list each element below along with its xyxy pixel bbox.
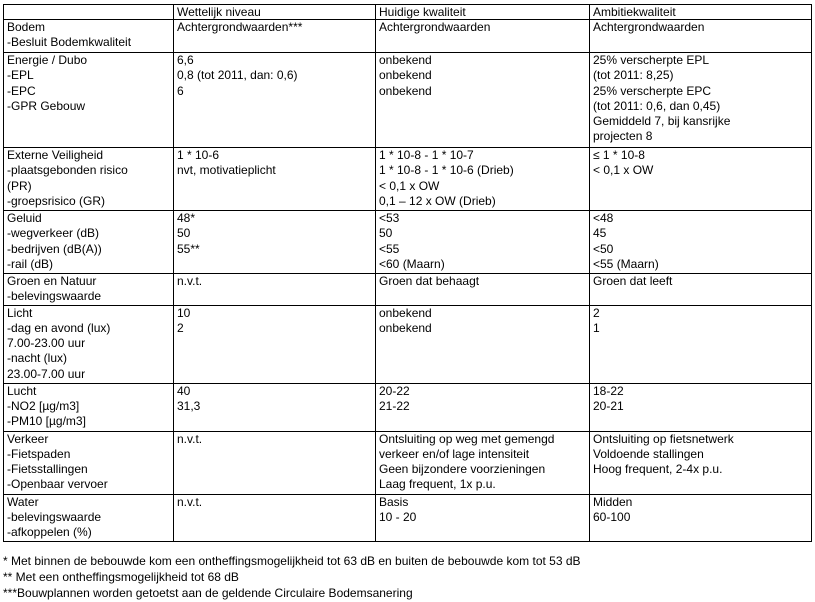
cell-line: -Openbaar vervoer [7,477,108,492]
cell-line: -EPL [7,68,34,83]
cell-line: Externe Veiligheid [7,148,104,162]
cell-line: -groepsrisico (GR) [7,193,106,208]
cell-line: -bedrijven (dB(A)) [7,241,102,256]
externe-veiligheid-wettelijk-cell [174,148,376,211]
cell-line: -EPC [7,83,36,98]
cell-line: 1 [593,320,600,335]
cell-line: onbekend [379,305,432,320]
cell-line: n.v.t. [177,431,203,446]
lucht-ambitie-cell [590,383,812,431]
groen-topic-cell [4,274,174,306]
bodem-ambitie-cell [590,20,812,53]
cell-line: 25% verscherpte EPL [593,53,710,67]
licht-wettelijk-cell [174,305,376,383]
cell-line: -Fietsstallingen [7,462,88,477]
header-row [4,5,812,20]
cell-line: 45 [593,226,607,241]
cell-line: -Besluit Bodemkwaliteit [7,35,132,50]
water-huidig-cell [376,494,590,541]
cell-line: 0,1 – 12 x OW (Drieb) [379,193,496,208]
cell-line: -afkoppelen (%) [7,525,92,540]
cell-line: 50 [177,226,191,241]
cell-line: -plaatsgebonden risico [7,163,128,178]
cell-line: 10 - 20 [379,509,417,524]
cell-line: 1 * 10-8 - 1 * 10-7 [379,148,474,162]
table-row-verkeer [4,431,812,494]
cell-line: <60 (Maarn) [379,256,445,271]
energie-ambitie-cell [590,53,812,148]
header-huidige-kwaliteit: Huidige kwaliteit [376,5,590,20]
energie-topic-cell [4,53,174,148]
cell-line: Ontsluiting op fietsnetwerk [593,431,734,446]
cell-line: 21-22 [379,398,410,413]
cell-line: 7.00-23.00 uur [7,336,86,351]
cell-line: Geluid [7,211,42,225]
cell-line: (tot 2011: 8,25) [593,68,674,83]
cell-line: Groen dat behaagt [379,274,480,288]
cell-line: 6,6 [177,53,194,67]
table-row-externe-veiligheid [4,148,812,211]
verkeer-topic-cell [4,431,174,494]
energie-huidig-cell [376,53,590,148]
table-row-lucht [4,383,812,431]
groen-ambitie-cell [590,274,812,306]
cell-line: -NO2 [µg/m3] [7,398,80,413]
energie-wettelijk-cell [174,53,376,148]
cell-line: <55 [379,241,400,256]
licht-topic-cell [4,305,174,383]
cell-line: 18-22 [593,383,624,398]
table-row-water [4,494,812,541]
cell-line: <55 (Maarn) [593,256,659,271]
cell-line: onbekend [379,53,432,67]
cell-line: 40 [177,383,191,398]
cell-line: Lucht [7,383,37,398]
header-topic [4,5,174,20]
cell-line: Achtergrondwaarden*** [177,20,303,34]
cell-line: Energie / Dubo [7,53,88,67]
geluid-topic-cell [4,211,174,274]
cell-line: 6 [177,83,184,98]
footnote-1: * Met binnen de bebouwde kom een ontheffingsmogelijkheid tot 63 dB en buiten de bebouwde kom tot 53 dB [3,554,581,568]
table-row-geluid [4,211,812,274]
cell-line: Hoog frequent, 2-4x p.u. [593,462,723,477]
verkeer-wettelijk-cell [174,431,376,494]
cell-line: <48 [593,211,614,225]
cell-line: Midden [593,494,633,509]
verkeer-ambitie-cell [590,431,812,494]
table-row-groen [4,274,812,306]
water-ambitie-cell [590,494,812,541]
table-row-bodem [4,20,812,53]
header-ambitiekwaliteit: Ambitiekwaliteit [590,5,812,20]
lucht-topic-cell [4,383,174,431]
externe-veiligheid-topic-cell [4,148,174,211]
cell-line: Achtergrondwaarden [379,20,491,34]
verkeer-huidig-cell [376,431,590,494]
cell-line: n.v.t. [177,494,203,509]
cell-line: Achtergrondwaarden [593,20,705,34]
cell-line: 50 [379,226,393,241]
cell-line: Basis [379,494,409,509]
lucht-huidig-cell [376,383,590,431]
cell-line: -belevingswaarde [7,289,102,304]
cell-line: Voldoende stallingen [593,446,704,461]
cell-line: 31,3 [177,398,201,413]
cell-line: (tot 2011: 0,6, dan 0,45) [593,98,721,113]
cell-line: <53 [379,211,400,225]
cell-line: Bodem [7,20,46,34]
cell-line: 1 * 10-6 [177,148,220,162]
cell-line: -Fietspaden [7,446,71,461]
externe-veiligheid-huidig-cell [376,148,590,211]
cell-line: -nacht (lux) [7,351,68,366]
cell-line: 20-21 [593,398,624,413]
table-body [4,20,812,542]
cell-line: onbekend [379,83,432,98]
externe-veiligheid-ambitie-cell [590,148,812,211]
cell-line: -PM10 [µg/m3] [7,414,86,429]
cell-line: nvt, motivatieplicht [177,163,276,178]
cell-line: 55** [177,241,200,256]
footnotes [3,553,581,601]
bodem-wettelijk-cell [174,20,376,53]
bodem-huidig-cell [376,20,590,53]
cell-line: 60-100 [593,509,631,524]
cell-line: 2 [177,320,184,335]
geluid-wettelijk-cell [174,211,376,274]
cell-line: verkeer en/of lage intensiteit [379,446,530,461]
cell-line: <50 [593,241,614,256]
cell-line: -rail (dB) [7,256,54,271]
cell-line: 20-22 [379,383,410,398]
cell-line: Laag frequent, 1x p.u. [379,477,496,492]
licht-ambitie-cell [590,305,812,383]
lucht-wettelijk-cell [174,383,376,431]
water-topic-cell [4,494,174,541]
table-row-energie [4,53,812,148]
cell-line: 25% verscherpte EPC [593,83,712,98]
footnote-2: ** Met een ontheffingsmogelijkheid tot 68 dB [3,570,239,584]
cell-line: -GPR Gebouw [7,98,86,113]
cell-line: onbekend [379,320,432,335]
cell-line: 23.00-7.00 uur [7,366,86,381]
cell-line: Groen en Natuur [7,274,97,288]
cell-line: -belevingswaarde [7,509,102,524]
cell-line: 2 [593,305,600,320]
water-wettelijk-cell [174,494,376,541]
table-row-licht [4,305,812,383]
quality-table [3,4,812,542]
bodem-topic-cell [4,20,174,53]
cell-line: Ontsluiting op weg met gemengd [379,431,555,446]
cell-line: Water [7,494,39,509]
cell-line: Groen dat leeft [593,274,673,288]
cell-line: Verkeer [7,431,49,446]
cell-line: ≤ 1 * 10-8 [593,148,645,162]
footnote-3: ***Bouwplannen worden getoetst aan de geldende Circulaire Bodemsanering [3,586,413,600]
cell-line: 1 * 10-8 - 1 * 10-6 (Drieb) [379,163,514,178]
cell-line: 48* [177,211,196,225]
licht-huidig-cell [376,305,590,383]
groen-huidig-cell [376,274,590,306]
geluid-ambitie-cell [590,211,812,274]
cell-line: -dag en avond (lux) [7,320,111,335]
cell-line: -wegverkeer (dB) [7,226,100,241]
cell-line: Geen bijzondere voorzieningen [379,462,546,477]
cell-line: 0,8 (tot 2011, dan: 0,6) [177,68,298,83]
groen-wettelijk-cell [174,274,376,306]
cell-line: < 0,1 x OW [379,178,440,193]
header-wettelijk-niveau: Wettelijk niveau [174,5,376,20]
cell-line: < 0,1 x OW [593,163,654,178]
cell-line: projecten 8 [593,129,653,144]
cell-line: onbekend [379,68,432,83]
cell-line: 10 [177,305,191,320]
cell-line: (PR) [7,178,32,193]
cell-line: Licht [7,305,33,320]
cell-line: n.v.t. [177,274,203,288]
cell-line: Gemiddeld 7, bij kansrijke [593,114,731,129]
geluid-huidig-cell [376,211,590,274]
